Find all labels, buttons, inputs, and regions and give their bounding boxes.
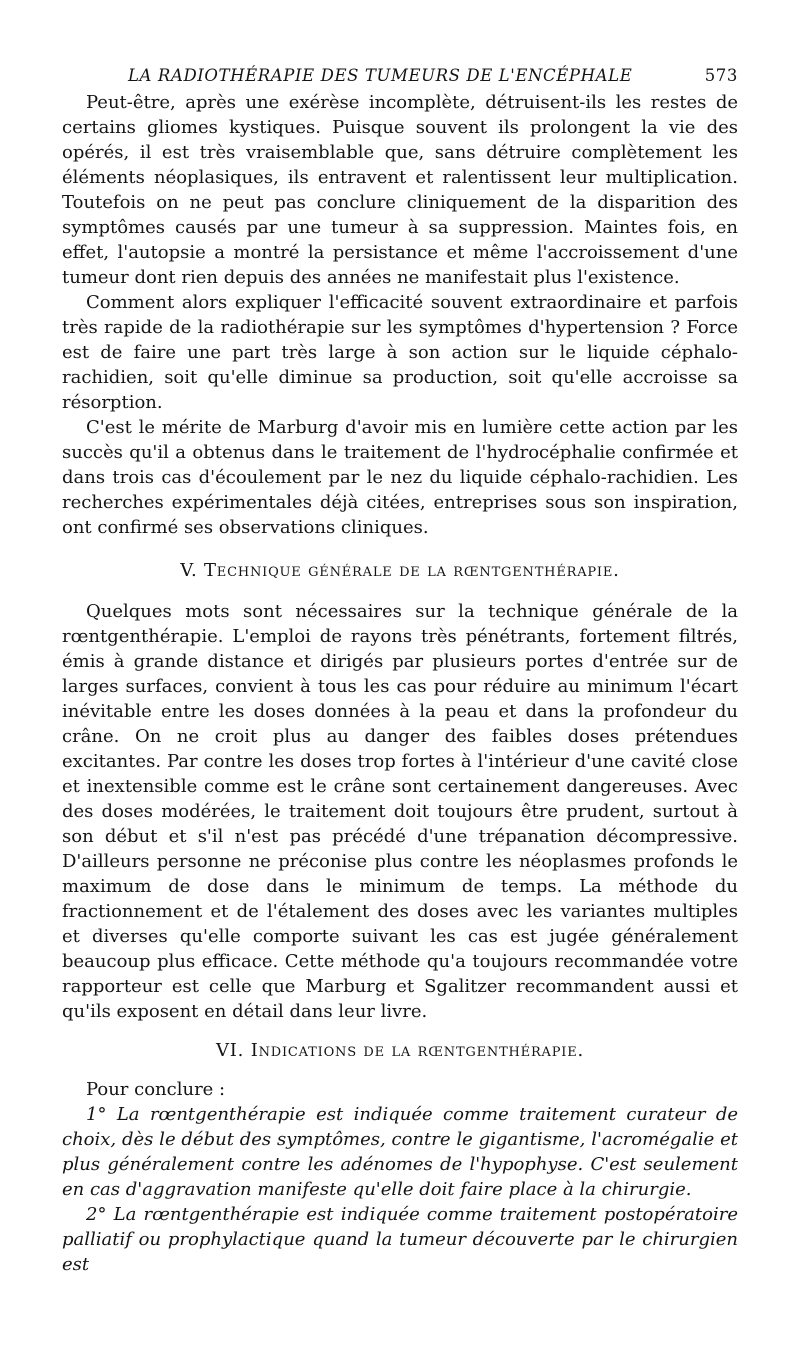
book-page [62,60,738,1277]
section-heading-vi: VI. Indications de la rœntgenthérapie. [215,1040,585,1061]
section-heading-v: V. Technique générale de la rœntgenthérapie. [180,560,620,581]
running-header [62,60,738,90]
paragraph: Peut-être, après une exérèse incomplète, détruisent-ils les restes de certains gliomes kystiques. Puisque souvent ils prolongent la vie des opérés, il est très vraisemblable que, sans détruire complètement les éléments néoplasiques, ils entravent et ralentissent leur multiplication. Toutefois on ne peut pas conclure cliniquement de la disparition des symptômes causés par une tumeur à sa suppression. Maintes fois, en effet, l'autopsie a montré la persistance et même l'accroissement d'une tumeur dont rien depuis des années ne manifestait plus l'existence. [62,92,738,288]
conclusion-item-1: 1° La rœntgenthérapie est indiquée comme traitement curateur de choix, dès le début des symptômes, contre le gigantisme, l'acromégalie et plus généralement contre les adénomes de l'hypophyse. C'est seulement en cas d'aggravation manifeste qu'elle doit faire place à la chirurgie. [62,1104,738,1200]
paragraph: Quelques mots sont nécessaires sur la technique générale de la rœntgenthérapie. L'emploi de rayons très pénétrants, fortement filtrés, émis à grande distance et dirigés par plusieurs portes d'entrée sur de larges surfaces, convient à tous les cas pour réduire au minimum l'écart inévitable entre les doses données à la peau et dans la profondeur du crâne. On ne croit plus au danger des faibles doses prétendues excitantes. Par contre les doses trop fortes à l'intérieur d'une cavité close et inextensible comme est le crâne sont certainement dangereuses. Avec des doses modérées, le traitement doit toujours être prudent, surtout à son début et s'il n'est pas précédé d'une trépanation décompressive. D'ailleurs personne ne préconise plus contre les néoplasmes profonds le maximum de dose dans le minimum de temps. La méthode du fractionnement et de l'étalement des doses avec les variantes multiples et diverses qu'elle comporte suivant les cas est jugée généralement beaucoup plus efficace. Cette méthode qu'a toujours recommandée votre rapporteur est celle que Marburg et Sgalitzer recommandent aussi et qu'ils exposent en détail dans leur livre. [62,601,738,1022]
paragraph: Pour conclure : [86,1079,226,1100]
running-title: LA RADIOTHÉRAPIE DES TUMEURS DE L'ENCÉPHALE [128,66,633,85]
paragraph: C'est le mérite de Marburg d'avoir mis en lumière cette action par les succès qu'il a obtenus dans le traitement de l'hydrocéphalie confirmée et dans trois cas d'écoulement par le nez du liquide céphalo-rachidien. Les recherches expérimentales déjà citées, entreprises sous son inspiration, ont confirmé ses observations cliniques. [62,417,738,538]
paragraph: Comment alors expliquer l'efficacité souvent extraordinaire et parfois très rapide de la radiothérapie sur les symptômes d'hypertension ? Force est de faire une part très large à son action sur le liquide céphalo-rachidien, soit qu'elle diminue sa production, soit qu'elle accroisse sa résorption. [62,292,738,413]
page-number: 573 [704,66,738,85]
conclusion-item-2: 2° La rœntgenthérapie est indiquée comme traitement postopératoire palliatif ou prophylactique quand la tumeur découverte par le chirurgien est [62,1204,738,1275]
body-text [62,90,738,1277]
